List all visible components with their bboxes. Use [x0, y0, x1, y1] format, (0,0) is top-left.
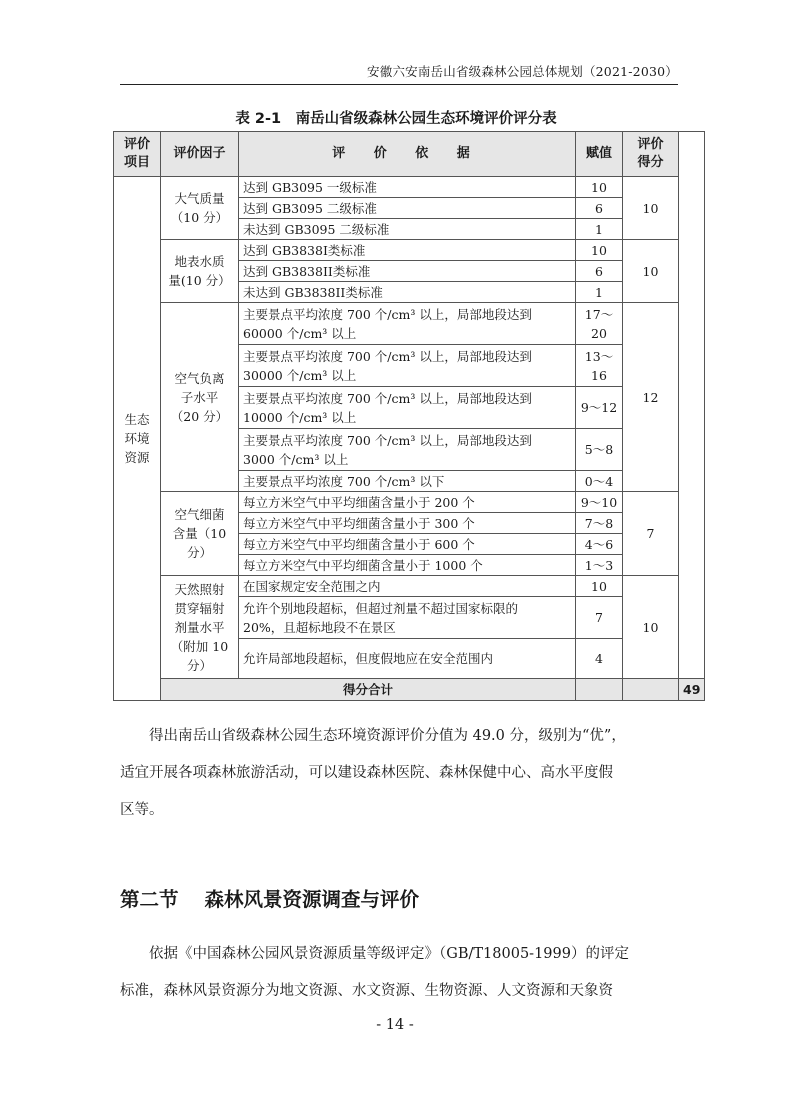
value-cell: 7～8 [576, 513, 623, 534]
basis-cell: 达到 GB3838II类标准 [239, 261, 576, 282]
value-line: 16 [591, 367, 607, 383]
table-header-row [114, 132, 705, 177]
value-cell: 9～12 [576, 387, 623, 429]
basis-cell: 主要景点平均浓度 700 个/cm³ 以下 [239, 471, 576, 492]
factor-text: 地表水质 [174, 254, 225, 269]
value-line: 13～ [584, 348, 614, 364]
value-cell: 6 [576, 261, 623, 282]
value-cell: 10 [576, 177, 623, 198]
factor-cell [161, 492, 239, 576]
value-line: 17～ [584, 306, 614, 322]
total-row [114, 679, 705, 701]
section-title: 森林风景资源调查与评价 [204, 888, 420, 911]
table-row [114, 177, 705, 198]
header-text: 评价 [637, 137, 664, 152]
paragraph-line: 标准，森林风景资源分为地文资源、水文资源、生物资源、人文资源和天象资 [120, 983, 613, 999]
score-cell: 10 [623, 177, 679, 240]
basis-cell: 达到 GB3838I类标准 [239, 240, 576, 261]
table-caption: 表 2-1 南岳山省级森林公园生态环境评价评分表 [235, 111, 557, 127]
total-label: 得分合计 [161, 679, 576, 701]
basis-cell [239, 303, 576, 345]
basis-line: 60000 个/cm³ 以上 [243, 325, 357, 341]
factor-text: 大气质量 [174, 191, 225, 206]
total-value: 49 [679, 679, 705, 701]
basis-cell: 达到 GB3095 二级标准 [239, 198, 576, 219]
factor-cell [161, 177, 239, 240]
basis-line: 30000 个/cm³ 以上 [243, 367, 357, 383]
basis-cell: 在国家规定安全范围之内 [239, 576, 576, 597]
value-cell: 4～6 [576, 534, 623, 555]
table-row [114, 303, 705, 345]
total-empty-cell [623, 679, 679, 701]
score-cell: 7 [623, 492, 679, 576]
header-score [623, 132, 679, 177]
basis-line: 20%，且超标地段不在景区 [243, 619, 396, 635]
value-cell: 7 [576, 597, 623, 639]
value-cell [576, 303, 623, 345]
category-cell [114, 177, 161, 701]
factor-text: 剂量水平 [174, 619, 225, 635]
paragraph-line: 适宜开展各项森林旅游活动，可以建设森林医院、森林保健中心、高水平度假 [120, 765, 613, 781]
category-text: 生态 [124, 412, 150, 427]
value-cell: 0～4 [576, 471, 623, 492]
table-row [114, 240, 705, 261]
factor-cell [161, 240, 239, 303]
running-header: 安徽六安南岳山省级森林公园总体规划（2021-2030） [120, 62, 678, 85]
value-cell [576, 345, 623, 387]
conclusion-paragraph [120, 718, 680, 829]
evaluation-table [113, 131, 705, 701]
header-value: 赋值 [576, 132, 623, 177]
factor-text: 贯穿辐射 [174, 600, 225, 616]
score-cell: 10 [623, 240, 679, 303]
factor-text: 空气负离 [174, 370, 225, 386]
score-cell: 12 [623, 303, 679, 492]
value-line: 20 [591, 325, 607, 341]
factor-text: 分） [186, 657, 212, 673]
table-row [114, 492, 705, 513]
section-paragraph [120, 936, 680, 1010]
factor-text: 天然照射 [174, 581, 225, 597]
basis-cell: 每立方米空气中平均细菌含量小于 1000 个 [239, 555, 576, 576]
factor-text: 量(10 分） [168, 273, 231, 288]
basis-line: 主要景点平均浓度 700 个/cm³ 以上，局部地段达到 [243, 306, 532, 322]
header-text: 项目 [123, 155, 150, 170]
basis-cell [239, 429, 576, 471]
value-cell: 5～8 [576, 429, 623, 471]
basis-line: 主要景点平均浓度 700 个/cm³ 以上，局部地段达到 [243, 348, 532, 364]
paragraph-line: 依据《中国森林公园风景资源质量等级评定》（GB/T18005-1999）的评定 [149, 946, 629, 962]
basis-cell: 未达到 GB3838II类标准 [239, 282, 576, 303]
value-cell: 6 [576, 198, 623, 219]
paragraph-line: 得出南岳山省级森林公园生态环境资源评价分值为 49.0 分，级别为“优”， [149, 728, 626, 744]
factor-text: （10 分） [170, 210, 229, 225]
basis-cell: 每立方米空气中平均细菌含量小于 600 个 [239, 534, 576, 555]
factor-text: 含量（10 [172, 526, 227, 541]
basis-cell: 每立方米空气中平均细菌含量小于 200 个 [239, 492, 576, 513]
header-text: 得分 [637, 155, 664, 170]
basis-cell: 达到 GB3095 一级标准 [239, 177, 576, 198]
basis-cell: 每立方米空气中平均细菌含量小于 300 个 [239, 513, 576, 534]
value-cell: 4 [576, 639, 623, 679]
basis-line: 主要景点平均浓度 700 个/cm³ 以上，局部地段达到 [243, 432, 532, 448]
basis-line: 允许个别地段超标，但超过剂量不超过国家标限的 [243, 600, 519, 616]
value-cell: 9～10 [576, 492, 623, 513]
factor-text: （附加 10 [170, 638, 229, 654]
factor-cell [161, 576, 239, 679]
section-heading [120, 884, 419, 912]
score-cell: 10 [623, 576, 679, 679]
basis-cell: 允许局部地段超标，但度假地应在安全范围内 [239, 639, 576, 679]
basis-line: 主要景点平均浓度 700 个/cm³ 以上，局部地段达到 [243, 390, 532, 406]
total-empty-cell [576, 679, 623, 701]
basis-cell [239, 387, 576, 429]
header-basis: 评 价 依 据 [239, 132, 576, 177]
value-cell: 1 [576, 282, 623, 303]
factor-cell [161, 303, 239, 492]
header-text: 评价 [123, 137, 150, 152]
section-number: 第二节 [120, 888, 179, 911]
basis-cell [239, 345, 576, 387]
value-cell: 10 [576, 240, 623, 261]
factor-text: 分） [186, 545, 212, 560]
page-number: - 14 - [376, 1017, 414, 1033]
basis-cell: 未达到 GB3095 二级标准 [239, 219, 576, 240]
category-text: 环境 [124, 431, 150, 446]
factor-text: 子水平 [180, 389, 219, 405]
value-cell: 10 [576, 576, 623, 597]
factor-text: （20 分） [170, 408, 229, 424]
header-item [114, 132, 161, 177]
table-row [114, 576, 705, 597]
paragraph-line: 区等。 [120, 802, 164, 818]
basis-cell [239, 597, 576, 639]
factor-text: 空气细菌 [174, 507, 225, 522]
basis-line: 10000 个/cm³ 以上 [243, 409, 357, 425]
basis-line: 3000 个/cm³ 以上 [243, 451, 349, 467]
value-cell: 1 [576, 219, 623, 240]
header-factor: 评价因子 [161, 132, 239, 177]
value-cell: 1～3 [576, 555, 623, 576]
category-text: 资源 [124, 450, 150, 465]
